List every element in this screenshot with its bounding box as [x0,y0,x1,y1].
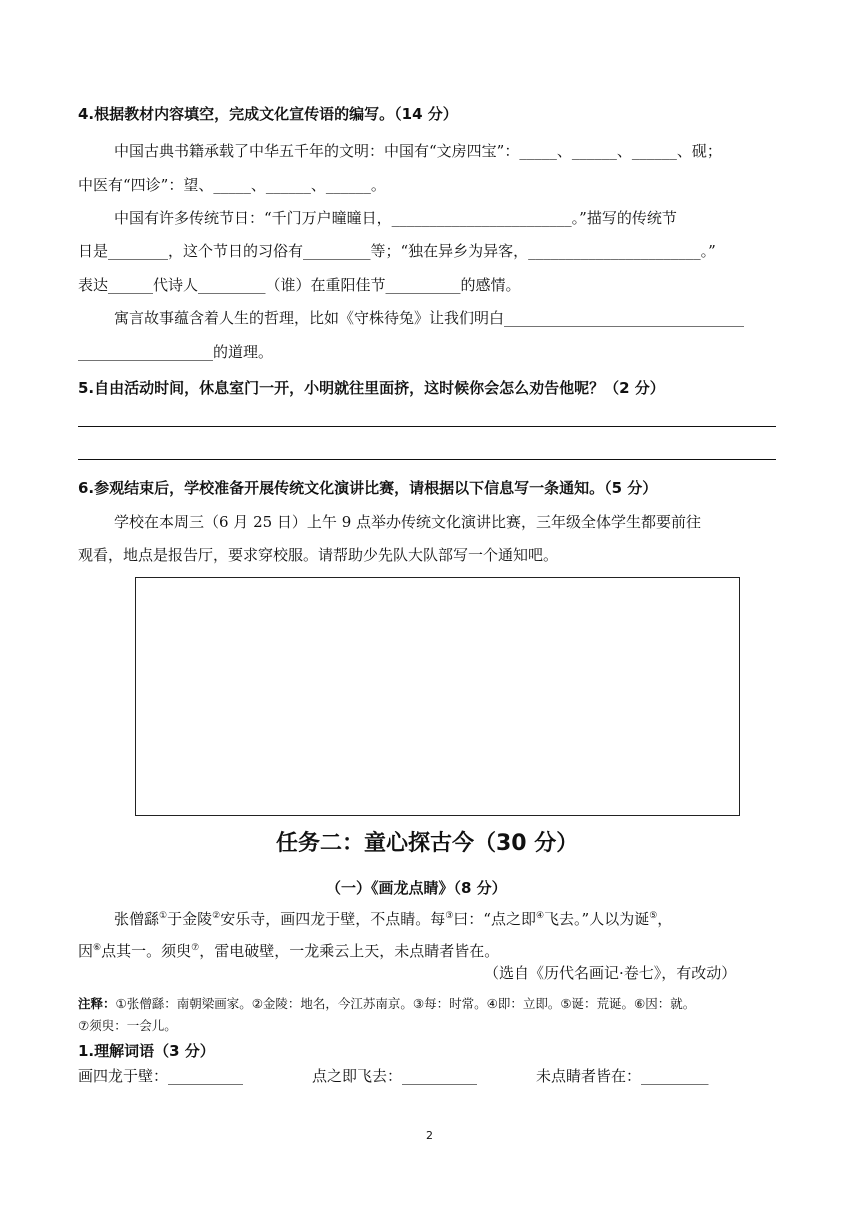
q4-line3: 中国有许多传统节日：“千门万户曈曈日，________________________。”描写的传统节 [114,209,677,227]
q5-answer-line-1[interactable] [78,426,776,427]
q6-line2: 观看，地点是报告厅，要求穿校服。请帮助少先队大队部写一个通知吧。 [78,546,559,564]
page-number: 2 [426,1129,433,1142]
task2-subtitle: （一）《画龙点睛》（8 分） [326,879,507,897]
q4-line4: 日是________，这个节日的习俗有_________等；“独在异乡为异客，_______________________。” [78,242,716,260]
passage-source: （选自《历代名画记·卷七》，有改动） [484,964,737,982]
q1-item-3[interactable]: 未点睛者皆在：_________ [536,1067,709,1085]
q1-item-1[interactable]: 画四龙于壁：__________ [78,1067,244,1085]
q6-title: 6.参观结束后，学校准备开展传统文化演讲比赛，请根据以下信息写一条通知。（5 分） [78,479,658,497]
task2-title: 任务二：童心探古今（30 分） [276,831,579,856]
q5-title: 5.自由活动时间，休息室门一开，小明就往里面挤，这时候你会怎么劝告他呢？（2 分） [78,379,665,397]
passage-line1: 张僧繇①于金陵②安乐寺，画四龙于壁，不点睛。每③曰：“点之即④飞去。”人以为诞⑤， [114,910,673,928]
q1-item-2[interactable]: 点之即飞去：__________ [312,1067,478,1085]
q6-line1: 学校在本周三（6 月 25 日）上午 9 点举办传统文化演讲比赛，三年级全体学生都要前往 [114,513,702,531]
q4-line1: 中国古典书籍承载了中华五千年的文明：中国有“文房四宝”：_____、______、______、砚； [114,142,722,160]
passage-line2: 因⑥点其一。须臾⑦，雷电破壁，一龙乘云上天，未点睛者皆在。 [78,942,500,960]
q1-title: 1.理解词语（3 分） [78,1042,215,1060]
q5-answer-line-2[interactable] [78,459,776,460]
notes-line2: ⑦须臾：一会儿。 [78,1018,177,1033]
notice-answer-box[interactable] [135,577,740,816]
q4-line2: 中医有“四诊”：望、_____、______、______。 [78,176,386,194]
q4-line5: 表达______代诗人_________（谁）在重阳佳节__________的感情。 [78,276,521,294]
notes-line1: 注释：①张僧繇：南朝梁画家。②金陵：地名，今江苏南京。③每：时常。④即：立即。⑤诞：荒诞。⑥因：就。 [78,996,696,1011]
q4-title: 4.根据教材内容填空，完成文化宣传语的编写。（14 分） [78,105,458,123]
q4-line6: 寓言故事蕴含着人生的哲理，比如《守株待兔》让我们明白________________________________ [114,309,745,327]
q4-line7: __________________的道理。 [78,343,274,361]
